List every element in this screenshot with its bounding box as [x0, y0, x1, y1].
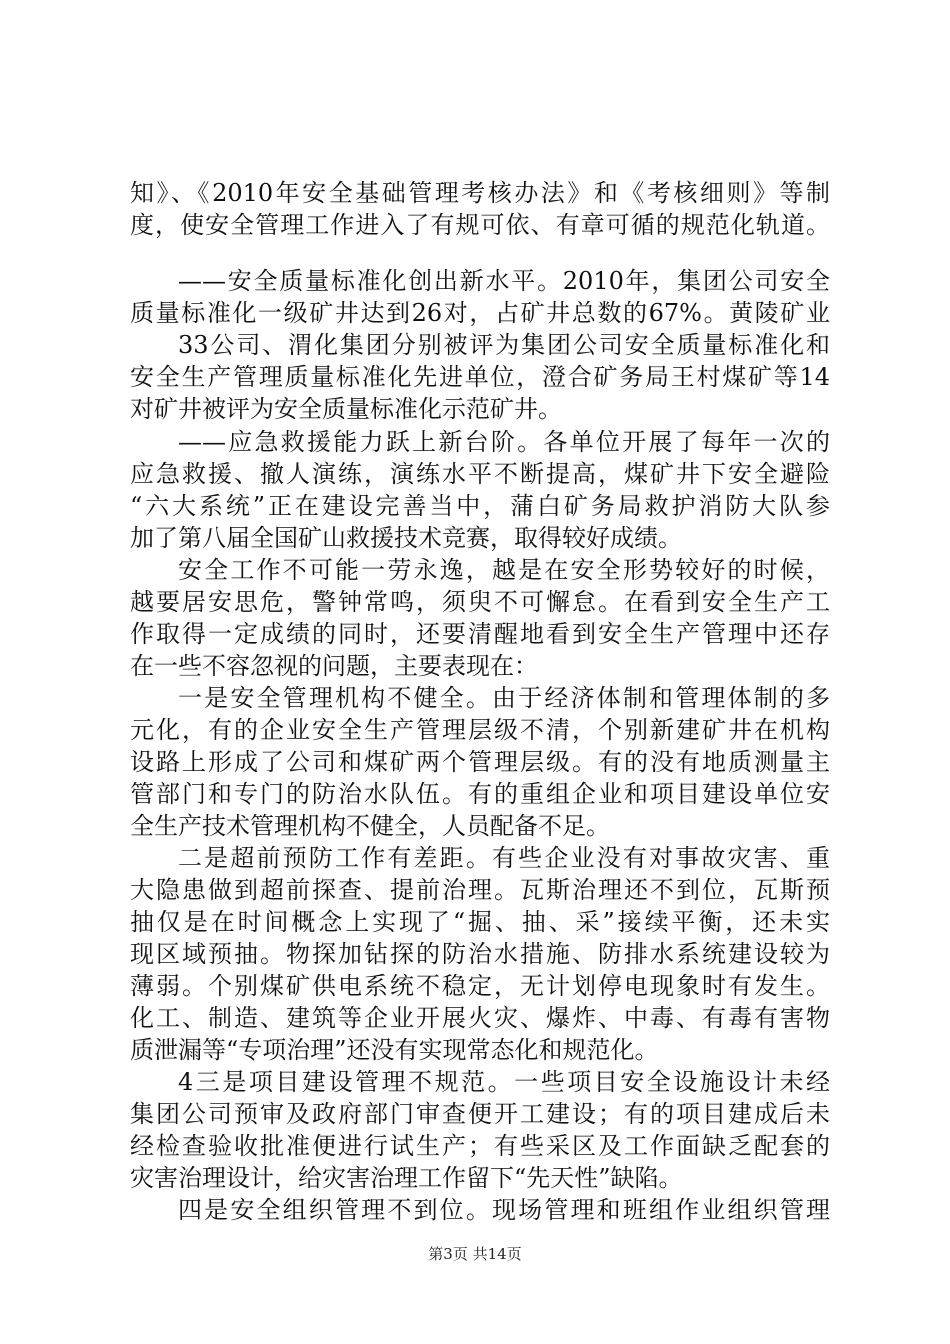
text-line: 设路上形成了公司和煤矿两个管理层级。有的没有地质测量主	[130, 748, 830, 776]
text-line: “六大系统”正在建设完善当中，蒲白矿务局救护消防大队参	[130, 492, 830, 520]
text-line: 安全生产管理质量标准化先进单位，澄合矿务局王村煤矿等14	[130, 363, 830, 391]
text-line: 度，使安全管理工作进入了有规可依、有章可循的规范化轨道。	[130, 211, 830, 239]
text-line: 在一些不容忽视的问题，主要表现在：	[130, 652, 538, 680]
text-line: 越要居安思危，警钟常鸣，须臾不可懈怠。在看到安全生产工	[130, 588, 830, 616]
text-line: ——应急救援能力跃上新台阶。各单位开展了每年一次的	[178, 428, 830, 456]
text-line: 化工、制造、建筑等企业开展火灾、爆炸、中毒、有毒有害物	[130, 1004, 830, 1032]
text-line: 二是超前预防工作有差距。有些企业没有对事故灾害、重	[178, 844, 830, 872]
text-line: 知》、《2010年安全基础管理考核办法》和《考核细则》等制	[130, 179, 830, 207]
text-line: 安全工作不可能一劳永逸，越是在安全形势较好的时候，	[178, 556, 830, 584]
text-line: ——安全质量标准化创出新水平。2010年，集团公司安全	[178, 267, 830, 295]
text-line: 应急救援、撤人演练，演练水平不断提高，煤矿井下安全避险	[130, 460, 830, 488]
text-line: 对矿井被评为安全质量标准化示范矿井。	[130, 395, 562, 423]
text-line: 作取得一定成绩的同时，还要清醒地看到安全生产管理中还存	[130, 620, 830, 648]
text-line: 现区域预抽。物探加钻探的防治水措施、防排水系统建设较为	[130, 940, 830, 968]
text-line: 元化，有的企业安全生产管理层级不清，个别新建矿井在机构	[130, 716, 830, 744]
page-number: 第3页 共14页	[428, 1245, 522, 1263]
text-line: 大隐患做到超前探查、提前治理。瓦斯治理还不到位，瓦斯预	[130, 876, 830, 904]
text-line: 抽仅是在时间概念上实现了“掘、抽、采”接续平衡，还未实	[130, 908, 830, 936]
text-line: 集团公司预审及政府部门审查便开工建设；有的项目建成后未	[130, 1100, 830, 1128]
text-line: 灾害治理设计，给灾害治理工作留下“先天性”缺陷。	[130, 1164, 683, 1192]
text-line: 全生产技术管理机构不健全，人员配备不足。	[130, 812, 610, 840]
text-line: 经检查验收批准便进行试生产；有些采区及工作面缺乏配套的	[130, 1132, 830, 1160]
text-line: 质泄漏等“专项治理”还没有实现常态化和规范化。	[130, 1036, 659, 1064]
text-line: 质量标准化一级矿井达到26对，占矿井总数的67%。黄陵矿业	[130, 299, 830, 327]
text-line: 一是安全管理机构不健全。由于经济体制和管理体制的多	[178, 684, 830, 712]
text-line: 加了第八届全国矿山救援技术竞赛，取得较好成绩。	[130, 524, 682, 552]
text-line: 管部门和专门的防治水队伍。有的重组企业和项目建设单位安	[130, 780, 830, 808]
text-line: 薄弱。个别煤矿供电系统不稳定，无计划停电现象时有发生。	[130, 972, 830, 1000]
text-line: 33公司、渭化集团分别被评为集团公司安全质量标准化和	[178, 331, 830, 359]
text-line: 4三是项目建设管理不规范。一些项目安全设施设计未经	[178, 1068, 830, 1096]
text-line: 四是安全组织管理不到位。现场管理和班组作业组织管理	[178, 1196, 830, 1224]
